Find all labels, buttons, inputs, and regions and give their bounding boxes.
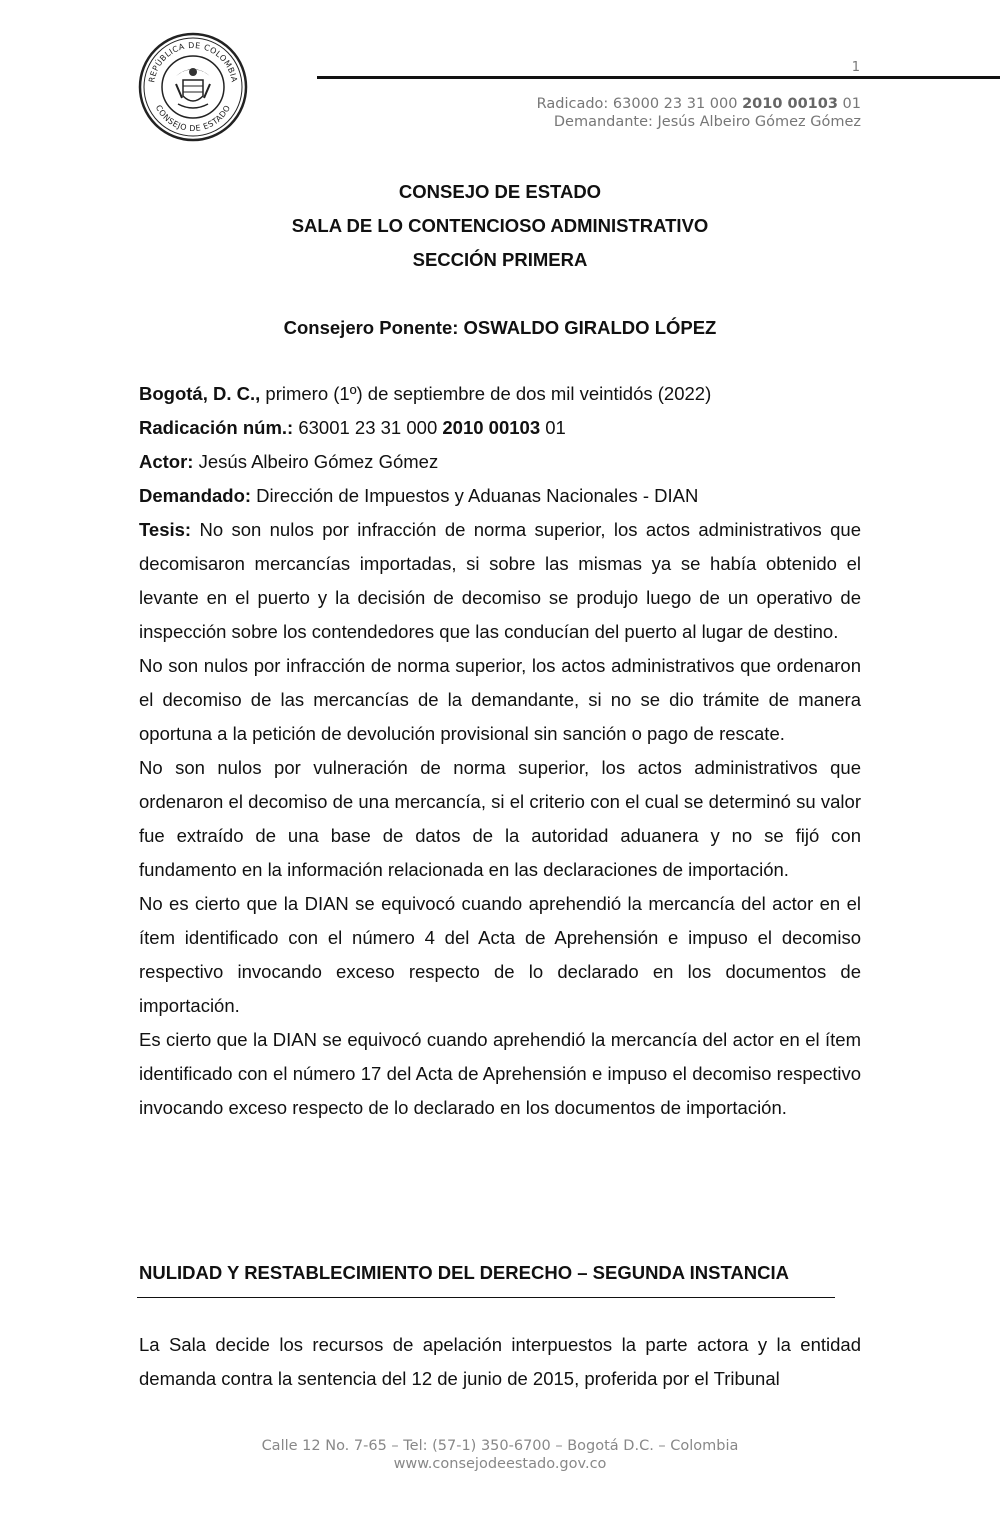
thesis-paragraph: No es cierto que la DIAN se equivocó cuando aprehendió la mercancía del actor en el ítem identificado con el número 4 del Acta de Aprehensión e impuso el decomiso respectivo invocando exceso respecto de lo declarado en los documentos de importación. [139,893,861,1016]
svg-text:REPÚBLICA DE COLOMBIA [147,41,239,83]
coat-of-arms-seal-icon [138,32,248,142]
section-divider [137,1297,835,1298]
thesis-paragraph: Tesis: No son nulos por infracción de norma superior, los actos administrativos que decomisaron mercancías importadas, si sobre las mismas ya se había obtenido el levante en el puerto y la decisión de decomiso se produjo luego de un operativo de inspección sobre los contendedores que las conducían del puerto al lugar de destino. [139,519,861,642]
header-radicado: Radicado: 63000 23 31 000 2010 00103 01 [536,96,861,112]
thesis-paragraph: No son nulos por vulneración de norma superior, los actos administrativos que ordenaron el decomiso de una mercancía, si el criterio con el cual se determinó su valor fue extraído de una base de datos de la autoridad aduanera y no se fijó con fundamento en la información relacionada en las declaraciones de importación. [139,757,861,880]
case-metadata [139,377,861,513]
actor-line: Actor: Jesús Albeiro Gómez Gómez [139,451,439,472]
court-name: CONSEJO DE ESTADO [398,181,602,202]
header-case-info [537,95,861,131]
thesis-paragraph: Es cierto que la DIAN se equivocó cuando aprehendió la mercancía del actor en el ítem identificado con el número 17 del Acta de Aprehensión e impuso el decomiso respectivo invocando exceso respecto de lo declarado en los documentos de importación. [139,1029,861,1118]
intro-paragraph: La Sala decide los recursos de apelación interpuestos la parte actora y la entidad demanda contra la sentencia del 12 de junio de 2015, proferida por el Tribunal [139,1334,861,1389]
thesis-paragraph: No son nulos por infracción de norma superior, los actos administrativos que ordenaron el decomiso de las mercancías de la demandante, si no se dio trámite de manera oportuna a la petición de devolución provisional sin sanción o pago de rescate. [139,655,861,744]
header-divider [317,76,1000,79]
chamber-name: SALA DE LO CONTENCIOSO ADMINISTRATIVO [291,215,709,236]
judge-rapporteur: Consejero Ponente: OSWALDO GIRALDO LÓPEZ [283,317,717,338]
page-footer [0,1437,1000,1473]
section-name: SECCIÓN PRIMERA [412,249,588,270]
seal-ring-bottom-text: CONSEJO DE ESTADO [153,103,233,134]
header-demandante: Demandante: Jesús Albeiro Gómez Gómez [553,114,861,130]
footer-website: www.consejodeestado.gov.co [393,1456,607,1472]
place-date-line: Bogotá, D. C., primero (1º) de septiembre de dos mil veintidós (2022) [139,383,712,404]
section-heading: NULIDAD Y RESTABLECIMIENTO DEL DERECHO – SEGUNDA INSTANCIA [139,1262,789,1283]
thesis-block [139,513,861,1125]
defendant-line: Demandado: Dirección de Impuestos y Aduanas Nacionales - DIAN [139,485,699,506]
radicacion-line: Radicación núm.: 63001 23 31 000 2010 00103 01 [139,417,566,438]
footer-address: Calle 12 No. 7-65 – Tel: (57-1) 350-6700 – Bogotá D.C. – Colombia [261,1438,739,1454]
page-number: 1 [851,60,860,75]
seal-ring-top-text: REPÚBLICA DE COLOMBIA [147,40,239,84]
